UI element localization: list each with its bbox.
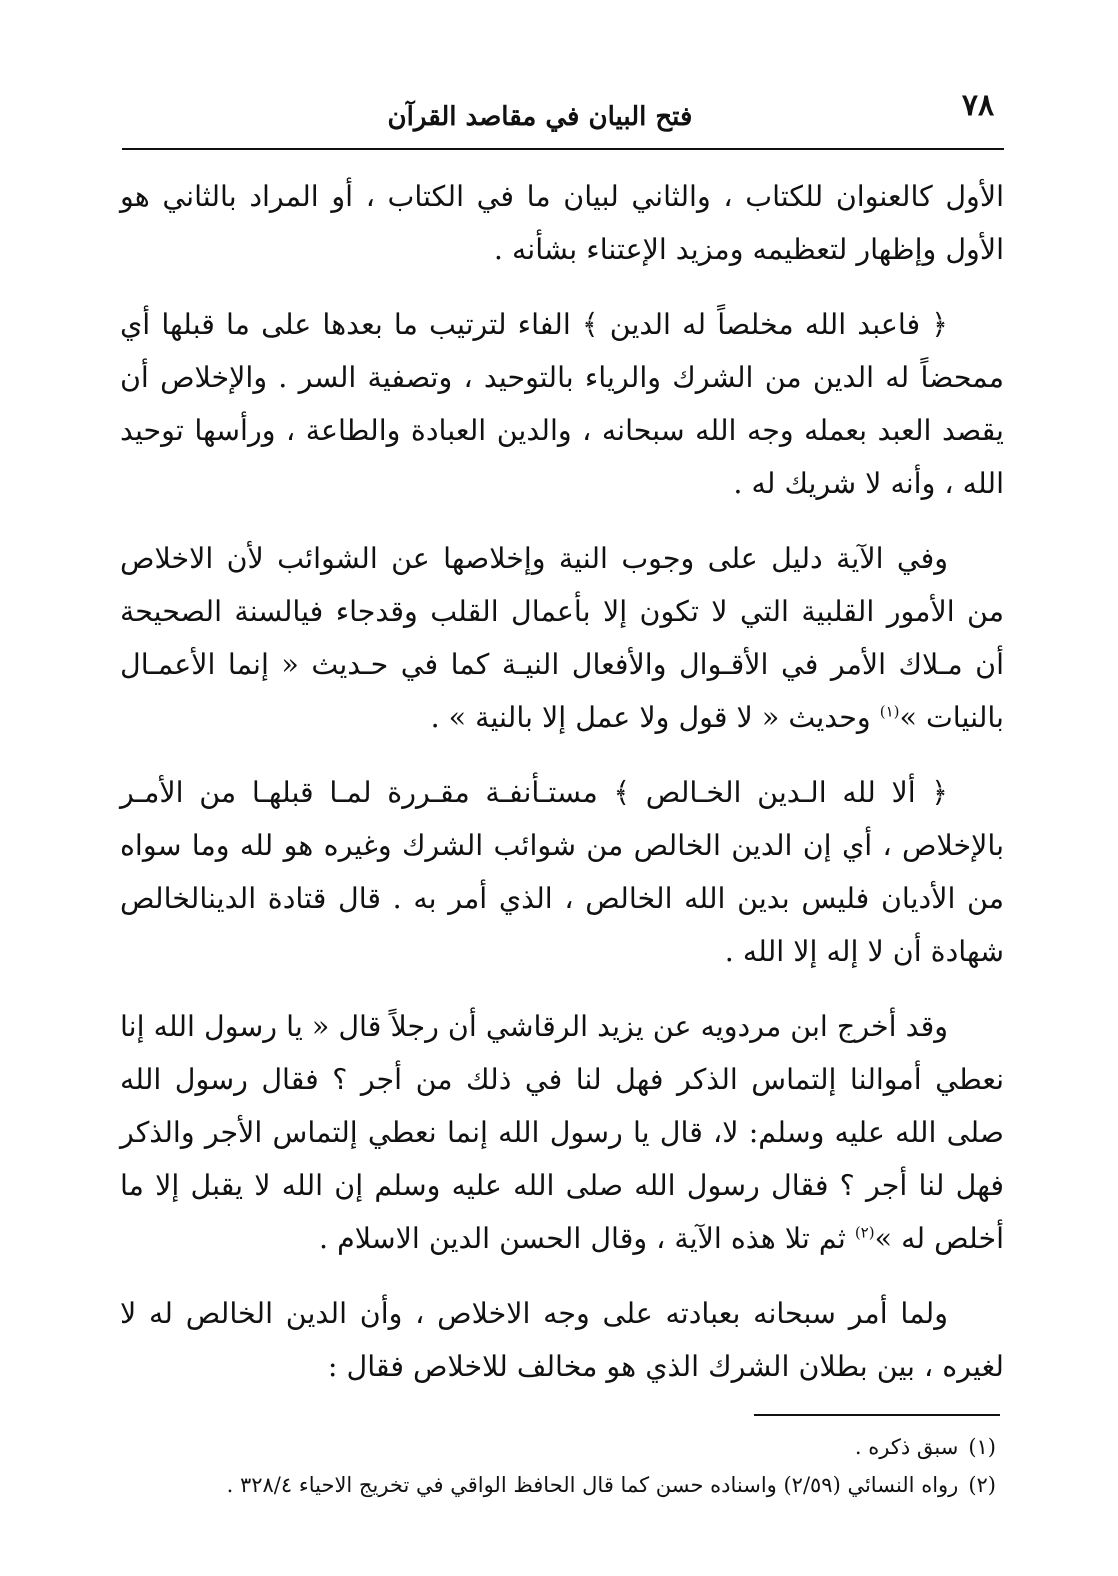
paragraph-text: الفاء لترتيب ما بعدها على ما قبلها أي ممحضاً له الدين من الشرك والرياء بالتوحيد ، وتصفية السر . والإخلاص أن يقصد العبد بعمله وجه الله سبحانه ، والدين العبادة والطاعة ، ورأسها توحيد الله ، وأنه لا شريك له .	[120, 308, 1004, 500]
footnote-number: (٢)	[968, 1473, 996, 1497]
body-text	[120, 170, 1004, 1415]
footnote-reference-2[interactable]: (٢)	[854, 1223, 875, 1242]
paragraph-3	[120, 532, 1004, 744]
footnote-text: سبق ذكره .	[854, 1435, 959, 1459]
paragraph-text: ولما أمر سبحانه بعبادته على وجه الاخلاص ، وأن الدين الخالص له لا لغيره ، بين بطلان الشرك الذي هو مخالف للاخلاص فقال :	[120, 1297, 1004, 1383]
paragraph-6	[120, 1287, 1004, 1393]
paragraph-text: مستـأنفـة مقـررة لمـا قبلهـا من الأمـر بالإخلاص ، أي إن الدين الخالص من شوائب الشرك وغيره هو لله وما سواه من الأديان فليس بدين الله الخالص ، الذي أمر به . قال قتادة الدينالخالص شهادة أن لا إله إلا الله .	[120, 776, 1004, 968]
footnote-rule	[754, 1414, 1000, 1416]
footnote-reference-1[interactable]: (١)	[879, 702, 900, 721]
paragraph-text: وفي الآية دليل على وجوب النية وإخلاصها عن الشوائب لأن الاخلاص من الأمور القلبية التي لا تكون إلا بأعمال القلب وقدجاء فيالسنة الصحيحة أن مـلاك الأمر في الأقـوال والأفعال النيـة كما في حـديث « إنما الأعمـال بالنيات »	[120, 542, 1004, 734]
quran-verse: ﴿ ألا لله الـدين الخـالص ﴾	[613, 776, 949, 809]
footnotes	[150, 1428, 996, 1504]
paragraph-5	[120, 1000, 1004, 1265]
paragraph-text: وحديث « لا قول ولا عمل إلا بالنية » .	[430, 701, 880, 734]
paragraph-text: وقد أخرج ابن مردويه عن يزيد الرقاشي أن رجلاً قال « يا رسول الله إنا نعطي أموالنا إلتماس الذكر فهل لنا في ذلك من أجر ؟ فقال رسول الله صلى الله عليه وسلم: لا، قال يا رسول الله إنما نعطي إلتماس الأجر والذكر فهل لنا أجر ؟ فقال رسول الله صلى الله عليه وسلم إن الله لا يقبل إلا ما أخلص له »	[120, 1010, 1004, 1255]
running-title: فتح البيان في مقاصد القرآن	[387, 102, 693, 132]
header-rule	[122, 148, 1004, 150]
paragraph-2	[120, 298, 1004, 510]
footnote-1	[150, 1428, 996, 1466]
footnote-number: (١)	[968, 1435, 996, 1459]
paragraph-1	[120, 170, 1004, 276]
paragraph-4	[120, 766, 1004, 978]
paragraph-text: ثم تلا هذه الآية ، وقال الحسن الدين الاسلام .	[319, 1222, 855, 1255]
paragraph-text: الأول كالعنوان للكتاب ، والثاني لبيان ما في الكتاب ، أو المراد بالثاني هو الأول وإظهار لتعظيمه ومزيد الإعتناء بشأنه .	[120, 180, 1004, 266]
footnote-text: رواه النسائي (٢/٥٩) واسناده حسن كما قال الحافظ الواقي في تخريج الاحياء ٣٢٨/٤ .	[226, 1473, 959, 1497]
quran-verse: ﴿ فاعبد الله مخلصاً له الدين ﴾	[581, 308, 949, 341]
page-number: ٧٨	[961, 88, 995, 123]
footnote-2	[150, 1466, 996, 1504]
